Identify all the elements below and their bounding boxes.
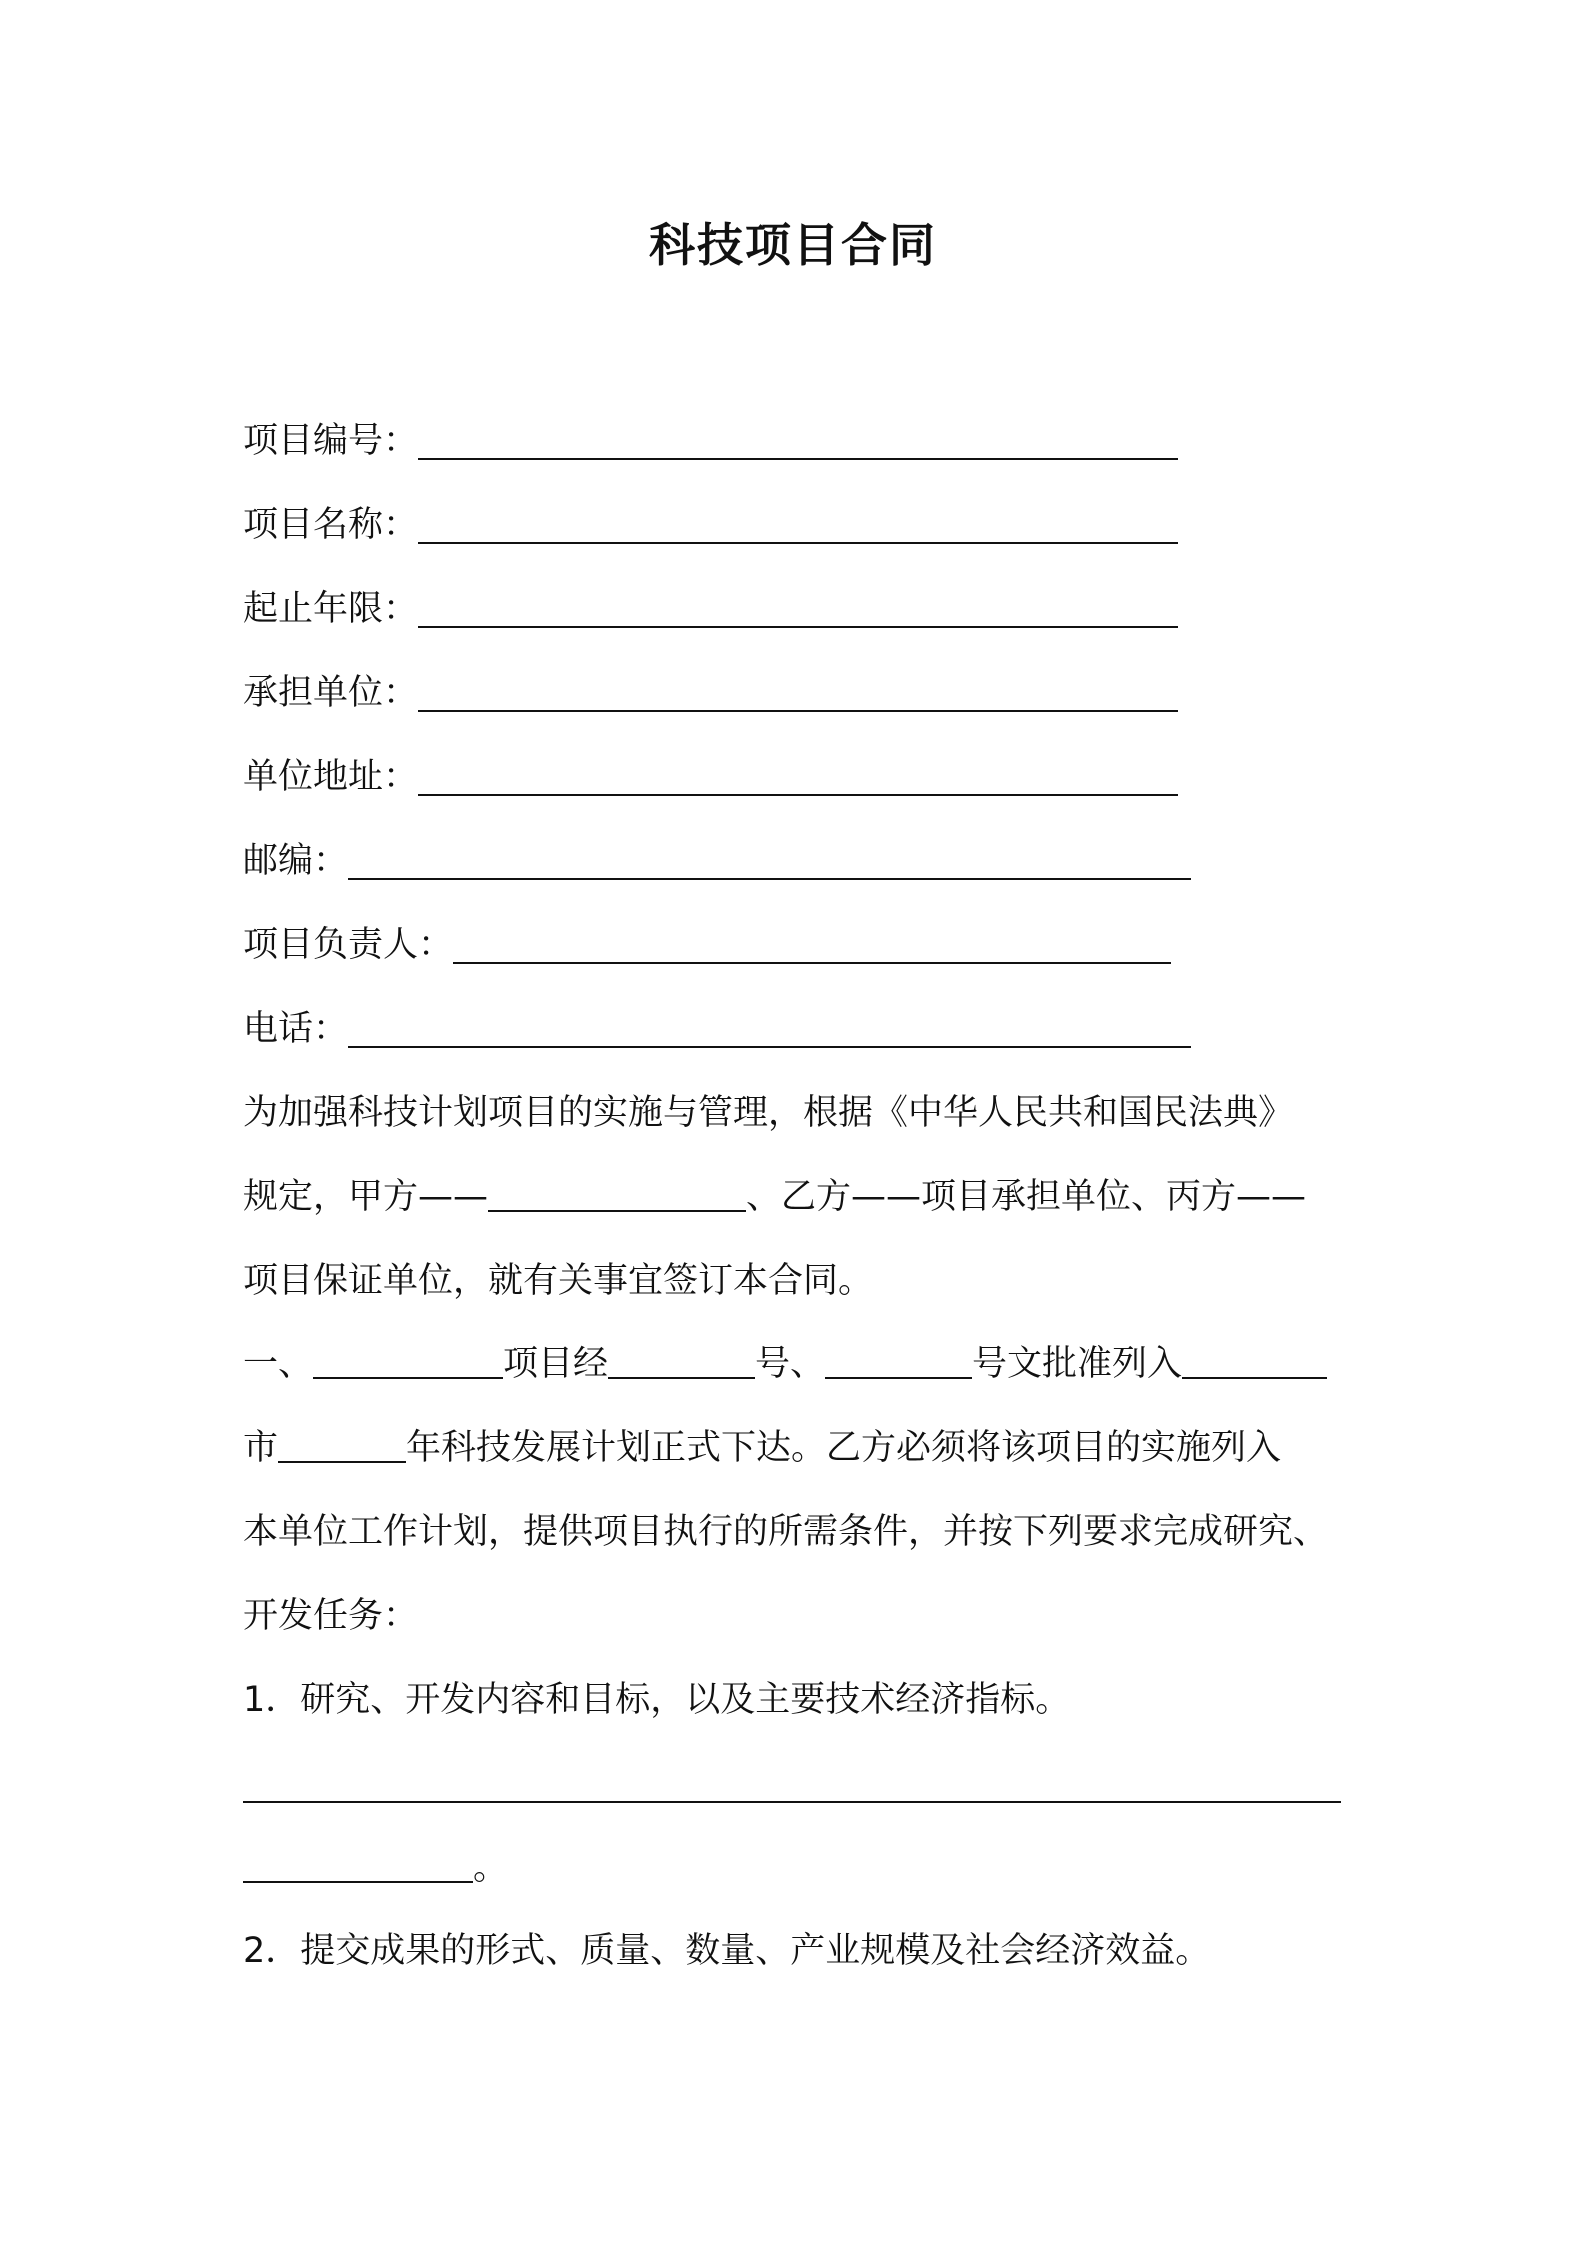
section1-line-3: 本单位工作计划，提供项目执行的所需条件，并按下列要求完成研究、 xyxy=(243,1512,1329,1552)
party-a-blank[interactable] xyxy=(488,1180,746,1212)
item-1-blank-line[interactable] xyxy=(243,1801,1341,1803)
field-label: 起止年限： xyxy=(243,589,419,629)
field-project-name xyxy=(243,500,1178,550)
field-blank-line[interactable] xyxy=(418,512,1178,544)
field-blank-line[interactable] xyxy=(418,428,1178,460)
section-text: 号、 xyxy=(755,1344,826,1384)
field-undertaking-unit xyxy=(243,668,1178,718)
field-label: 项目名称： xyxy=(243,505,419,545)
section1-line-2 xyxy=(243,1423,1363,1473)
section-text: 年科技发展计划正式下达。乙方必须将该项目的实施列入 xyxy=(406,1428,1282,1468)
field-blank-line[interactable] xyxy=(453,932,1171,964)
section-text: 一、 xyxy=(243,1344,314,1384)
section-text: 项目经 xyxy=(503,1344,609,1384)
section1-line-4: 开发任务： xyxy=(243,1596,419,1636)
intro-line-1: 为加强科技计划项目的实施与管理，根据《中华人民共和国民法典》 xyxy=(243,1093,1294,1133)
field-label: 承担单位： xyxy=(243,673,419,713)
blank[interactable] xyxy=(825,1347,972,1379)
section1-line-1 xyxy=(243,1339,1363,1389)
field-label: 电话： xyxy=(243,1009,349,1049)
item-1-heading: 1．研究、开发内容和目标，以及主要技术经济指标。 xyxy=(243,1680,1071,1720)
field-blank-line[interactable] xyxy=(348,848,1191,880)
item-2-heading: 2．提交成果的形式、质量、数量、产业规模及社会经济效益。 xyxy=(243,1931,1211,1971)
field-unit-address xyxy=(243,752,1178,802)
section-text: 号文批准列入 xyxy=(972,1344,1183,1384)
year-blank[interactable] xyxy=(278,1431,406,1463)
document-title: 科技项目合同 xyxy=(649,218,937,272)
field-postcode xyxy=(243,836,1191,886)
blank[interactable] xyxy=(313,1347,503,1379)
intro-line-2 xyxy=(243,1172,1363,1222)
item-1-blank-end xyxy=(243,1843,1363,1893)
field-blank-line[interactable] xyxy=(418,764,1178,796)
intro-line-3: 项目保证单位，就有关事宜签订本合同。 xyxy=(243,1261,874,1301)
field-duration xyxy=(243,584,1178,634)
field-project-number xyxy=(243,416,1178,466)
field-label: 项目负责人： xyxy=(243,925,454,965)
field-blank-line[interactable] xyxy=(348,1016,1191,1048)
field-label: 项目编号： xyxy=(243,421,419,461)
end-mark: 。 xyxy=(473,1848,509,1888)
blank[interactable] xyxy=(243,1851,473,1883)
field-label: 邮编： xyxy=(243,841,349,881)
intro-text: 、乙方——项目承担单位、丙方—— xyxy=(746,1177,1307,1217)
field-blank-line[interactable] xyxy=(418,596,1178,628)
blank[interactable] xyxy=(1182,1347,1327,1379)
section-text: 市 xyxy=(243,1428,279,1468)
blank[interactable] xyxy=(608,1347,755,1379)
field-blank-line[interactable] xyxy=(418,680,1178,712)
field-label: 单位地址： xyxy=(243,757,419,797)
field-phone xyxy=(243,1004,1191,1054)
field-project-leader xyxy=(243,920,1171,970)
intro-text: 规定，甲方—— xyxy=(243,1177,489,1217)
